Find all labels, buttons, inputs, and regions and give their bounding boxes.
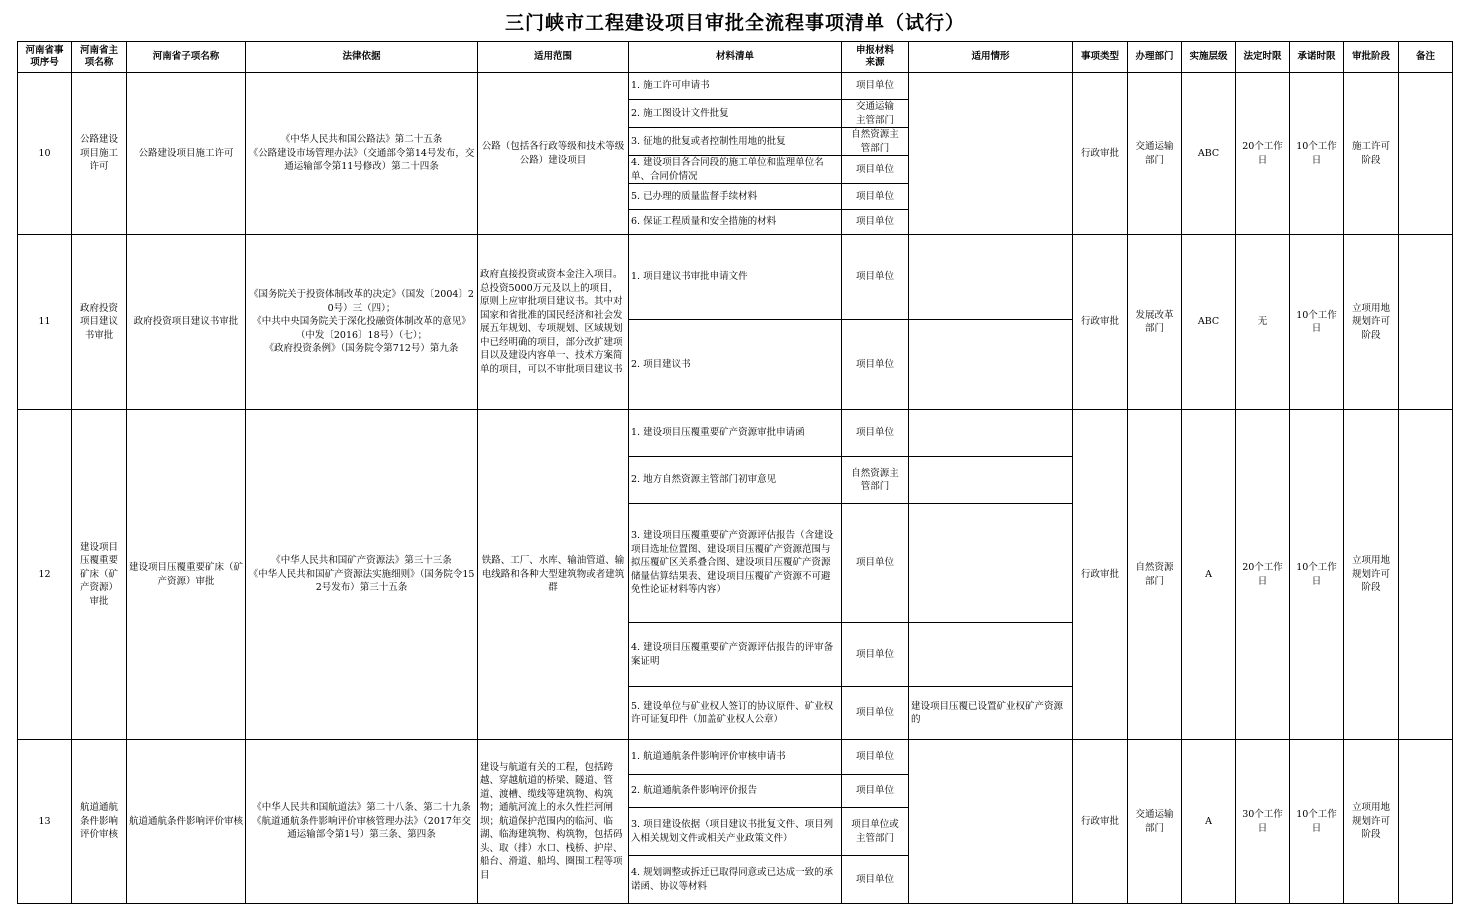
scope-cell: 公路（包括各行政等级和技术等级公路）建设项目	[478, 73, 629, 235]
promise-limit-cell: 10个工作 日	[1290, 235, 1344, 410]
header-material-source: 申报材料 来源	[842, 42, 909, 73]
item-no-cell: 10	[18, 73, 72, 235]
promise-limit-cell: 10个工作 日	[1290, 73, 1344, 235]
sub-item-cell: 政府投资项目建议书审批	[127, 235, 246, 410]
level-cell: A	[1182, 410, 1236, 740]
header-item-type: 事项类型	[1073, 42, 1128, 73]
material-source-cell: 项目单位	[842, 775, 909, 808]
table-row	[18, 740, 1453, 775]
legal-basis-cell: 《中华人民共和国航道法》第二十八条、第二十九条 《航道通航条件影响评价审核管理办法》（2017年交通运输部令第1号）第三条、第四条	[246, 740, 478, 904]
note-cell	[1399, 73, 1453, 235]
header-sub-item: 河南省子项名称	[127, 42, 246, 73]
table-header-row	[18, 42, 1453, 73]
department-cell: 发展改革 部门	[1128, 235, 1182, 410]
material-item: 3. 征地的批复或者控制性用地的批复	[629, 128, 842, 156]
material-item: 1. 项目建议书审批申请文件	[629, 235, 842, 320]
material-source-cell: 项目单位	[842, 235, 909, 320]
item-type-cell: 行政审批	[1073, 740, 1128, 904]
material-source-cell: 项目单位	[842, 184, 909, 210]
approval-stage-cell: 施工许可 阶段	[1344, 73, 1399, 235]
approval-stage-cell: 立项用地 规划许可 阶段	[1344, 235, 1399, 410]
material-item: 2. 项目建议书	[629, 320, 842, 410]
material-source-cell: 项目单位	[842, 73, 909, 100]
situation-cell	[909, 320, 1073, 410]
material-item: 2. 施工图设计文件批复	[629, 100, 842, 128]
situation-cell	[909, 410, 1073, 457]
material-source-cell: 项目单位	[842, 504, 909, 623]
situation-cell	[909, 73, 1073, 235]
approval-stage-cell: 立项用地 规划许可 阶段	[1344, 410, 1399, 740]
situation-cell	[909, 235, 1073, 320]
material-source-cell: 项目单位	[842, 210, 909, 235]
situation-cell	[909, 504, 1073, 623]
table-row	[18, 73, 1453, 100]
material-item: 4. 建设项目各合同段的施工单位和监理单位名单、合同价情况	[629, 156, 842, 184]
note-cell	[1399, 740, 1453, 904]
main-item-cell: 航道通航 条件影响 评价审核	[72, 740, 127, 904]
legal-limit-cell: 30个工作 日	[1236, 740, 1290, 904]
department-cell: 自然资源 部门	[1128, 410, 1182, 740]
legal-basis-cell: 《国务院关于投资体制改革的决定》（国发〔2004〕20号）三（四）； 《中共中央国务院关于深化投融资体制改革的意见》（中发〔2016〕18号）（七）； 《政府投资条例》（国务院令第712号）第九条	[246, 235, 478, 410]
item-type-cell: 行政审批	[1073, 235, 1128, 410]
department-cell: 交通运输 部门	[1128, 73, 1182, 235]
situation-cell	[909, 740, 1073, 904]
material-item: 4. 规划调整或拆迁已取得同意或已达成一致的承诺函、协议等材料	[629, 856, 842, 904]
material-source-cell: 项目单位	[842, 623, 909, 687]
scope-cell: 铁路、工厂、水库、输油管道、输电线路和各种大型建筑物或者建筑群	[478, 410, 629, 740]
header-department: 办理部门	[1128, 42, 1182, 73]
sub-item-cell: 建设项目压覆重要矿床（矿产资源）审批	[127, 410, 246, 740]
header-note: 备注	[1399, 42, 1453, 73]
material-item: 5. 建设单位与矿业权人签订的协议原件、矿业权许可证复印件（加盖矿业权人公章）	[629, 687, 842, 740]
approval-items-table	[17, 41, 1453, 904]
material-item: 3. 项目建设依据（项目建议书批复文件、项目列入相关规划文件或相关产业政策文件）	[629, 808, 842, 856]
material-item: 1. 建设项目压覆重要矿产资源审批申请函	[629, 410, 842, 457]
header-legal-basis: 法律依据	[246, 42, 478, 73]
material-item: 5. 已办理的质量监督手续材料	[629, 184, 842, 210]
material-item: 2. 航道通航条件影响评价报告	[629, 775, 842, 808]
item-no-cell: 12	[18, 410, 72, 740]
note-cell	[1399, 410, 1453, 740]
approval-stage-cell: 立项用地 规划许可 阶段	[1344, 740, 1399, 904]
table-row	[18, 235, 1453, 320]
main-item-cell: 公路建设 项目施工 许可	[72, 73, 127, 235]
material-source-cell: 项目单位	[842, 320, 909, 410]
legal-limit-cell: 20个工作 日	[1236, 73, 1290, 235]
header-level: 实施层级	[1182, 42, 1236, 73]
sub-item-cell: 公路建设项目施工许可	[127, 73, 246, 235]
material-source-cell: 项目单位	[842, 740, 909, 775]
material-source-cell: 项目单位	[842, 856, 909, 904]
material-item: 2. 地方自然资源主管部门初审意见	[629, 457, 842, 504]
item-no-cell: 11	[18, 235, 72, 410]
table-row	[18, 410, 1453, 457]
material-source-cell: 项目单位	[842, 410, 909, 457]
promise-limit-cell: 10个工作 日	[1290, 740, 1344, 904]
legal-limit-cell: 无	[1236, 235, 1290, 410]
header-scope: 适用范围	[478, 42, 629, 73]
legal-basis-cell: 《中华人民共和国公路法》第二十五条 《公路建设市场管理办法》（交通部令第14号发布，交通运输部令第11号修改）第二十四条	[246, 73, 478, 235]
material-source-cell: 自然资源主 管部门	[842, 128, 909, 156]
scope-cell: 政府直接投资或资本金注入项目。总投资5000万元及以上的项目，原则上应审批项目建议书。其中对国家和省批准的国民经济和社会发展五年规划、专项规划、区域规划中已经明确的项目，部分改扩建项目以及建设内容单一、技术方案简单的项目，可以不审批项目建议书	[478, 235, 629, 410]
material-item: 1. 航道通航条件影响评价审核申请书	[629, 740, 842, 775]
situation-cell	[909, 457, 1073, 504]
material-item: 6. 保证工程质量和安全措施的材料	[629, 210, 842, 235]
main-item-cell: 政府投资 项目建议 书审批	[72, 235, 127, 410]
sub-item-cell: 航道通航条件影响评价审核	[127, 740, 246, 904]
header-materials: 材料清单	[629, 42, 842, 73]
main-item-cell: 建设项目 压覆重要 矿床（矿 产资源） 审批	[72, 410, 127, 740]
item-type-cell: 行政审批	[1073, 73, 1128, 235]
note-cell	[1399, 235, 1453, 410]
legal-limit-cell: 20个工作 日	[1236, 410, 1290, 740]
header-situation: 适用情形	[909, 42, 1073, 73]
item-no-cell: 13	[18, 740, 72, 904]
header-promise-limit: 承诺时限	[1290, 42, 1344, 73]
header-approval-stage: 审批阶段	[1344, 42, 1399, 73]
material-item: 1. 施工许可申请书	[629, 73, 842, 100]
level-cell: ABC	[1182, 73, 1236, 235]
header-legal-limit: 法定时限	[1236, 42, 1290, 73]
material-source-cell: 项目单位	[842, 156, 909, 184]
item-type-cell: 行政审批	[1073, 410, 1128, 740]
material-item: 3. 建设项目压覆重要矿产资源评估报告（含建设项目选址位置图、建设项目压覆矿产资源范围与拟压覆矿区关系叠合图、建设项目压覆矿产资源储量估算结果表、建设项目压覆矿产资源不可避免性论证材料等内容）	[629, 504, 842, 623]
page-title: 三门峡市工程建设项目审批全流程事项清单（试行）	[504, 12, 965, 34]
level-cell: ABC	[1182, 235, 1236, 410]
material-item: 4. 建设项目压覆重要矿产资源评估报告的评审备案证明	[629, 623, 842, 687]
department-cell: 交通运输 部门	[1128, 740, 1182, 904]
material-source-cell: 项目单位或 主管部门	[842, 808, 909, 856]
situation-cell	[909, 623, 1073, 687]
material-source-cell: 交通运输 主管部门	[842, 100, 909, 128]
situation-cell: 建设项目压覆已设置矿业权矿产资源的	[909, 687, 1073, 740]
scope-cell: 建设与航道有关的工程，包括跨越、穿越航道的桥梁、隧道、管道、渡槽、缆线等建筑物、构筑物；通航河流上的永久性拦河闸坝；航道保护范围内的临河、临湖、临海建筑物、构筑物，包括码头、取（排）水口、栈桥、护岸、船台、滑道、船坞、圈围工程等项目	[478, 740, 629, 904]
header-item-no: 河南省事 项序号	[18, 42, 72, 73]
promise-limit-cell: 10个工作 日	[1290, 410, 1344, 740]
legal-basis-cell: 《中华人民共和国矿产资源法》第三十三条 《中华人民共和国矿产资源法实施细则》（国务院令152号发布）第三十五条	[246, 410, 478, 740]
level-cell: A	[1182, 740, 1236, 904]
material-source-cell: 项目单位	[842, 687, 909, 740]
header-main-item: 河南省主 项名称	[72, 42, 127, 73]
material-source-cell: 自然资源主 管部门	[842, 457, 909, 504]
